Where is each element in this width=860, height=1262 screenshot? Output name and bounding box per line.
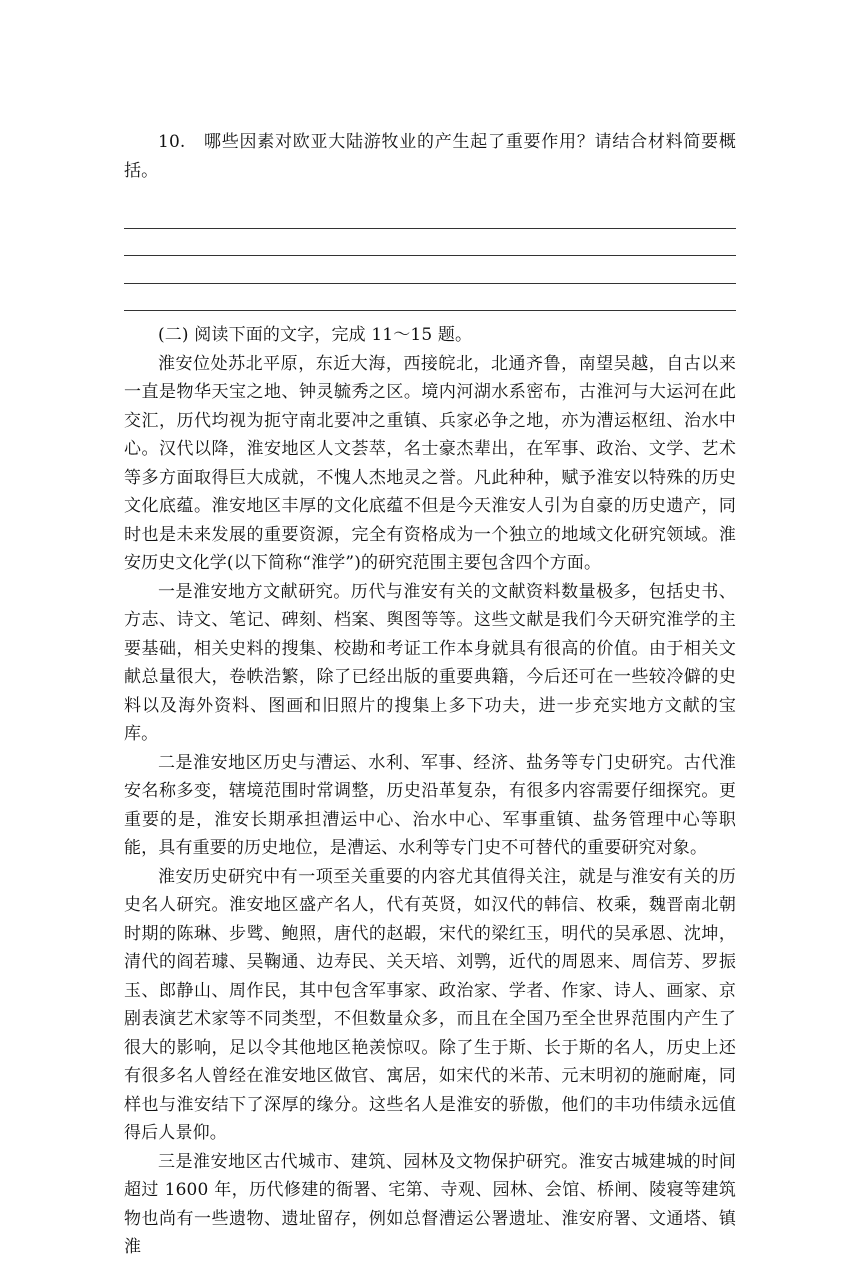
answer-line[interactable]: [124, 201, 736, 229]
answer-line[interactable]: [124, 284, 736, 312]
answer-line[interactable]: [124, 256, 736, 284]
section-heading: (二) 阅读下面的文字，完成 11～15 题。: [158, 325, 473, 345]
paragraph-literature: 一是淮安地方文献研究。历代与淮安有关的文献资料数量极多，包括史书、方志、诗文、笔记、碑刻、档案、舆图等等。这些文献是我们今天研究淮学的主要基础，相关史料的搜集、校勘和考证工作本身就具有很高的价值。由于相关文献总量很大，卷帙浩繁，除了已经出版的重要典籍，今后还可在一些较冷僻的史料以及海外资料、图画和旧照片的搜集上多下功夫，进一步充实地方文献的宝库。: [124, 581, 736, 744]
paragraph-famous-people: 淮安历史研究中有一项至关重要的内容尤其值得关注，就是与淮安有关的历史名人研究。淮安地区盛产名人，代有英贤，如汉代的韩信、枚乘，魏晋南北朝时期的陈琳、步骘、鲍照，唐代的赵嘏，宋代的梁红玉，明代的吴承恩、沈坤，清代的阎若璩、吴鞠通、边寿民、关天培、刘鹗，近代的周恩来、周信芳、罗振玉、郎静山、周作民，其中包含军事家、政治家、学者、作家、诗人、画家、京剧表演艺术家等不同类型，不但数量众多，而且在全国乃至全世界范围内产生了很大的影响，足以令其他地区艳羡惊叹。除了生于斯、长于斯的名人，历史上还有很多名人曾经在淮安地区做官、寓居，如宋代的米芾、元末明初的施耐庵，同样也与淮安结下了深厚的缘分。这些名人是淮安的骄傲，他们的丰功伟绩永远值得后人景仰。: [124, 866, 736, 1143]
question-number: 10.: [158, 132, 186, 152]
document-page: [124, 128, 736, 1262]
paragraph-specialized-history: 二是淮安地区历史与漕运、水利、军事、经济、盐务等专门史研究。古代淮安名称多变，辖境范围时常调整，历史沿革复杂，有很多内容需要仔细探究。更重要的是，淮安长期承担漕运中心、治水中心、军事重镇、盐务管理中心等职能，具有重要的历史地位，是漕运、水利等专门史不可替代的重要研究对象。: [124, 752, 736, 858]
answer-line[interactable]: [124, 229, 736, 257]
question-text: 哪些因素对欧亚大陆游牧业的产生起了重要作用？请结合材料简要概括。: [124, 132, 736, 181]
question-10: [124, 128, 736, 185]
answer-lines: [124, 201, 736, 311]
paragraph-architecture: 三是淮安地区古代城市、建筑、园林及文物保护研究。淮安古城建城的时间超过 1600 年，历代修建的衙署、宅第、寺观、园林、会馆、桥闸、陵寝等建筑物也尚有一些遗物、遗址留存，例如总督漕运公署遗址、淮安府署、文通塔、镇淮: [124, 1151, 736, 1257]
paragraph-intro: 淮安位处苏北平原，东近大海，西接皖北，北通齐鲁，南望吴越，自古以来一直是物华天宝之地、钟灵毓秀之区。境内河湖水系密布，古淮河与大运河在此交汇，历代均视为扼守南北要冲之重镇、兵家必争之地，亦为漕运枢纽、治水中心。汉代以降，淮安地区人文荟萃，名士豪杰辈出，在军事、政治、文学、艺术等多方面取得巨大成就，不愧人杰地灵之誉。凡此种种，赋予淮安以特殊的历史文化底蕴。淮安地区丰厚的文化底蕴不但是今天淮安人引为自豪的历史遗产，同时也是未来发展的重要资源，完全有资格成为一个独立的地域文化研究领域。淮安历史文化学(以下简称“淮学”)的研究范围主要包含四个方面。: [124, 353, 736, 573]
